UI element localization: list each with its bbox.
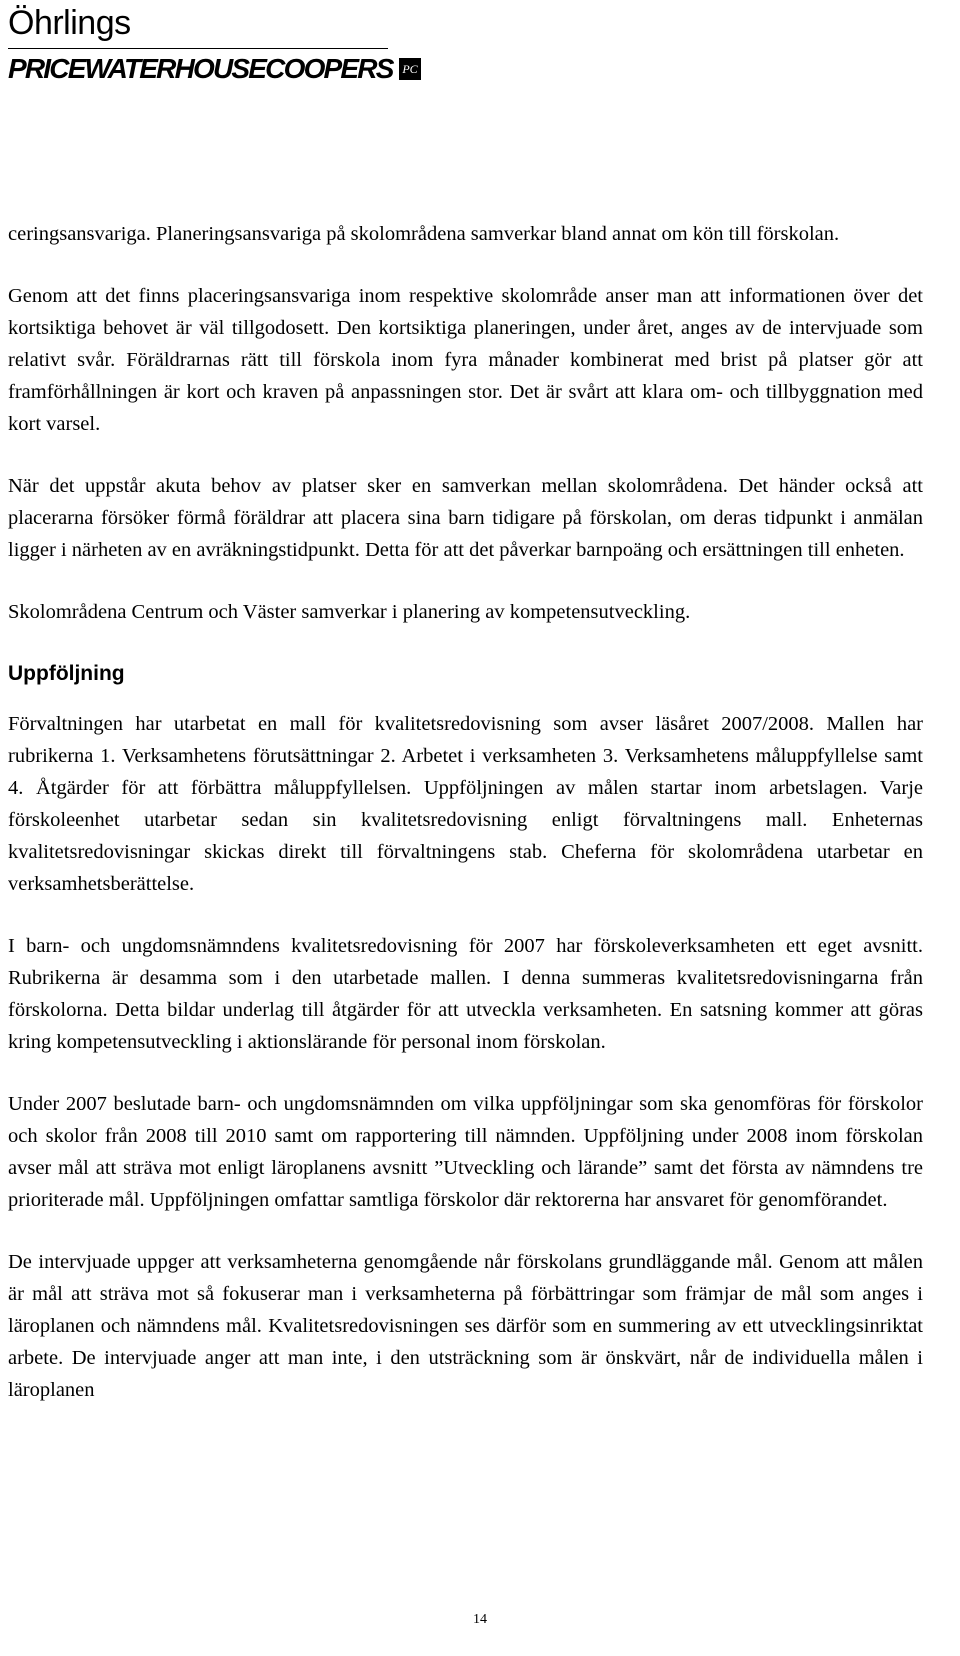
body-paragraph: I barn- och ungdomsnämndens kvalitetsredovisning för 2007 har förskoleverksamheten ett eget avsnitt. Rubrikerna är desamma som i den utarbetade mallen. I denna summeras kvalitetsredovisningarna från förskolorna. Detta bildar underlag till åtgärder för att utveckla verksamheten. En satsning kommer att göras kring kompetensutveckling i aktionslärande för personal inom förskolan. <box>8 935 923 1053</box>
body-paragraph: Förvaltningen har utarbetat en mall för kvalitetsredovisning som avser läsåret 2007/2008. Mallen har rubrikerna 1. Verksamhetens förutsättningar 2. Arbetet i verksamheten 3. Verksamhetens måluppfyllelse samt 4. Åtgärder för att förbättra måluppfyllelsen. Uppföljningen av målen startar inom arbetslagen. Varje förskoleenhet utarbetar sedan sin kvalitetsredovisning enligt förvaltningens mall. Enheternas kvalitetsredovisningar skickas direkt till förvaltningens stab. Cheferna för skolområdena utarbetar en verksamhetsberättelse. <box>8 713 923 895</box>
logo-wordmark: PRICEWATERHOUSECOOPERS <box>8 53 393 84</box>
svg-text:PC: PC <box>401 62 418 76</box>
section-heading: Uppföljning <box>8 662 125 685</box>
firm-logo <box>8 53 418 84</box>
body-paragraph: Genom att det finns placeringsansvariga inom respektive skolområde anser man att informationen över det kortsiktiga behovet är väl tillgodosett. Den kortsiktiga planeringen, under året, anges av de intervjuade som relativt svår. Föräldrarnas rätt till förskola inom fyra månader kombinerat med brist på platser gör att framförhållningen är kort och kraven på anpassningen stor. Det är svårt att klara om- och tillbyggnation med kort varsel. <box>8 285 923 435</box>
firm-name: Öhrlings <box>8 4 131 42</box>
body-paragraph: De intervjuade uppger att verksamheterna genomgående når förskolans grundläggande mål. Genom att målen är mål att sträva mot så fokuserar man i verksamheterna på förbättringar som främjar de mål som anges i läroplanen och nämndens mål. Kvalitetsredovisningen ses därför som en summering av ett utvecklingsinriktat arbete. De intervjuade anger att man inte, i den utsträckning som är önskvärt, når de individuella målen i läroplanen <box>8 1251 923 1401</box>
pwc-seal-icon <box>399 58 421 80</box>
header-divider <box>8 48 388 49</box>
page-number: 14 <box>473 1612 487 1627</box>
body-paragraph: ceringsansvariga. Planeringsansvariga på skolområdena samverkar bland annat om kön till förskolan. <box>8 223 840 245</box>
body-paragraph: Skolområdena Centrum och Väster samverkar i planering av kompetensutveckling. <box>8 601 691 623</box>
document-body <box>8 218 923 1436</box>
body-paragraph: Under 2007 beslutade barn- och ungdomsnämnden om vilka uppföljningar som ska genomföras för förskolor och skolor från 2008 till 2010 samt om rapportering till nämnden. Uppföljning under 2008 inom förskolan avser mål att sträva mot enligt läroplanens avsnitt ”Utveckling och lärande” samt det första av nämndens tre prioriterade mål. Uppföljningen omfattar samtliga förskolor där rektorerna har ansvaret för genomförandet. <box>8 1093 923 1211</box>
body-paragraph: När det uppstår akuta behov av platser sker en samverkan mellan skolområdena. Det händer också att placerarna försöker förmå föräldrar att placera sina barn tidigare på förskolan, om deras tidpunkt i anmälan ligger i närheten av en avräkningstidpunkt. Detta för att det påverkar barnpoäng och ersättningen till enheten. <box>8 475 923 561</box>
document-header <box>8 0 418 84</box>
